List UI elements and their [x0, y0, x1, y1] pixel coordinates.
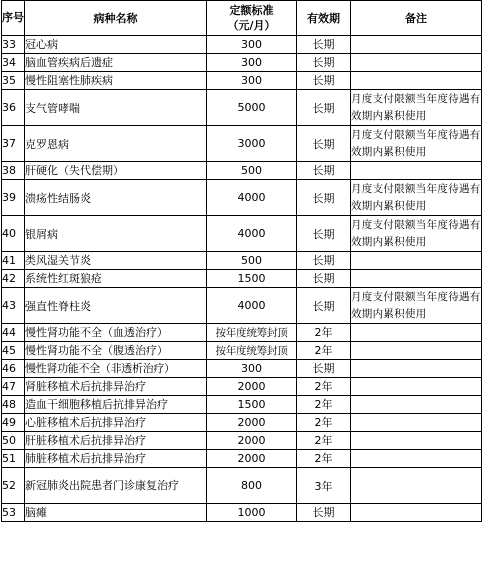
- table-row: [2, 36, 482, 54]
- table-row: [2, 468, 482, 504]
- row-valid: 3年: [297, 468, 351, 504]
- row-note: [351, 54, 482, 72]
- row-disease-name: 慢性肾功能不全（血透治疗）: [25, 324, 207, 342]
- table-row: [2, 396, 482, 414]
- row-amount: 300: [207, 36, 297, 54]
- row-no: 46: [2, 360, 25, 378]
- table-row: [2, 432, 482, 450]
- row-disease-name: 造血干细胞移植后抗排异治疗: [25, 396, 207, 414]
- row-valid: 2年: [297, 450, 351, 468]
- table-row: [2, 324, 482, 342]
- row-note: [351, 504, 482, 522]
- row-no: 38: [2, 162, 25, 180]
- row-amount: 4000: [207, 180, 297, 216]
- table-header-row: [2, 1, 482, 36]
- row-disease-name: 强直性脊柱炎: [25, 288, 207, 324]
- row-amount: 300: [207, 72, 297, 90]
- row-disease-name: 肝硬化（失代偿期）: [25, 162, 207, 180]
- row-note: [351, 162, 482, 180]
- row-amount: 1500: [207, 396, 297, 414]
- header-valid: 有效期: [297, 1, 351, 36]
- row-note: [351, 270, 482, 288]
- row-disease-name: 肺脏移植术后抗排异治疗: [25, 450, 207, 468]
- row-disease-name: 系统性红斑狼疮: [25, 270, 207, 288]
- table-row: [2, 216, 482, 252]
- row-no: 36: [2, 90, 25, 126]
- row-disease-name: 溃疡性结肠炎: [25, 180, 207, 216]
- row-valid: 长期: [297, 270, 351, 288]
- row-note: [351, 468, 482, 504]
- row-note: [351, 324, 482, 342]
- table-row: [2, 342, 482, 360]
- row-no: 45: [2, 342, 25, 360]
- row-no: 49: [2, 414, 25, 432]
- quota-document: [1, 0, 482, 522]
- row-disease-name: 克罗恩病: [25, 126, 207, 162]
- row-amount: 3000: [207, 126, 297, 162]
- row-valid: 长期: [297, 54, 351, 72]
- row-note: [351, 378, 482, 396]
- row-no: 51: [2, 450, 25, 468]
- row-disease-name: 新冠肺炎出院患者门诊康复治疗: [25, 468, 207, 504]
- table-row: [2, 90, 482, 126]
- table-row: [2, 252, 482, 270]
- row-amount: 5000: [207, 90, 297, 126]
- header-note: 备注: [351, 1, 482, 36]
- row-disease-name: 冠心病: [25, 36, 207, 54]
- row-valid: 长期: [297, 162, 351, 180]
- row-amount: 1500: [207, 270, 297, 288]
- header-no: 序号: [2, 1, 25, 36]
- row-no: 48: [2, 396, 25, 414]
- row-valid: 2年: [297, 342, 351, 360]
- row-note: [351, 36, 482, 54]
- row-valid: 2年: [297, 396, 351, 414]
- row-disease-name: 脑血管疾病后遗症: [25, 54, 207, 72]
- row-disease-name: 慢性阻塞性肺疾病: [25, 72, 207, 90]
- header-name: 病种名称: [25, 1, 207, 36]
- row-valid: 2年: [297, 432, 351, 450]
- row-amount: 2000: [207, 450, 297, 468]
- row-no: 52: [2, 468, 25, 504]
- header-amount-line1: 定额标准: [229, 4, 274, 17]
- row-valid: 长期: [297, 288, 351, 324]
- row-disease-name: 肝脏移植术后抗排异治疗: [25, 432, 207, 450]
- row-note: [351, 72, 482, 90]
- row-no: 42: [2, 270, 25, 288]
- table-row: [2, 360, 482, 378]
- table-row: [2, 450, 482, 468]
- table-row: [2, 126, 482, 162]
- row-note: [351, 342, 482, 360]
- row-note: 月度支付限额当年度待遇有效期内累积使用: [351, 288, 482, 324]
- table-row: [2, 378, 482, 396]
- row-amount: 800: [207, 468, 297, 504]
- row-disease-name: 慢性肾功能不全（非透析治疗）: [25, 360, 207, 378]
- header-amount-line2: （元/月）: [227, 19, 276, 32]
- row-no: 41: [2, 252, 25, 270]
- table-row: [2, 414, 482, 432]
- row-note: [351, 450, 482, 468]
- header-amount: [207, 1, 297, 36]
- row-valid: 长期: [297, 504, 351, 522]
- row-valid: 长期: [297, 36, 351, 54]
- row-no: 35: [2, 72, 25, 90]
- row-no: 34: [2, 54, 25, 72]
- row-no: 53: [2, 504, 25, 522]
- table-row: [2, 270, 482, 288]
- row-valid: 长期: [297, 126, 351, 162]
- row-disease-name: 肾脏移植术后抗排异治疗: [25, 378, 207, 396]
- row-note: [351, 252, 482, 270]
- row-valid: 长期: [297, 216, 351, 252]
- row-amount: 4000: [207, 288, 297, 324]
- row-valid: 长期: [297, 90, 351, 126]
- row-amount: 300: [207, 360, 297, 378]
- row-no: 47: [2, 378, 25, 396]
- row-valid: 长期: [297, 180, 351, 216]
- row-valid: 2年: [297, 324, 351, 342]
- row-note: 月度支付限额当年度待遇有效期内累积使用: [351, 180, 482, 216]
- row-note: 月度支付限额当年度待遇有效期内累积使用: [351, 90, 482, 126]
- row-no: 39: [2, 180, 25, 216]
- row-note: 月度支付限额当年度待遇有效期内累积使用: [351, 126, 482, 162]
- row-amount: 按年度统筹封顶: [207, 324, 297, 342]
- row-amount: 4000: [207, 216, 297, 252]
- row-amount: 500: [207, 162, 297, 180]
- row-disease-name: 支气管哮喘: [25, 90, 207, 126]
- row-disease-name: 类风湿关节炎: [25, 252, 207, 270]
- row-amount: 500: [207, 252, 297, 270]
- row-disease-name: 慢性肾功能不全（腹透治疗）: [25, 342, 207, 360]
- row-note: [351, 414, 482, 432]
- row-no: 40: [2, 216, 25, 252]
- table-row: [2, 72, 482, 90]
- row-amount: 300: [207, 54, 297, 72]
- row-valid: 长期: [297, 360, 351, 378]
- row-valid: 2年: [297, 414, 351, 432]
- row-amount: 按年度统筹封顶: [207, 342, 297, 360]
- row-valid: 2年: [297, 378, 351, 396]
- row-no: 50: [2, 432, 25, 450]
- row-amount: 2000: [207, 432, 297, 450]
- row-note: [351, 396, 482, 414]
- row-valid: 长期: [297, 72, 351, 90]
- row-amount: 1000: [207, 504, 297, 522]
- row-amount: 2000: [207, 414, 297, 432]
- row-note: [351, 360, 482, 378]
- row-disease-name: 脑瘫: [25, 504, 207, 522]
- table-row: [2, 504, 482, 522]
- row-valid: 长期: [297, 252, 351, 270]
- table-row: [2, 180, 482, 216]
- row-amount: 2000: [207, 378, 297, 396]
- row-no: 44: [2, 324, 25, 342]
- row-disease-name: 心脏移植术后抗排异治疗: [25, 414, 207, 432]
- table-row: [2, 288, 482, 324]
- row-no: 33: [2, 36, 25, 54]
- table-row: [2, 162, 482, 180]
- row-no: 43: [2, 288, 25, 324]
- row-disease-name: 银屑病: [25, 216, 207, 252]
- table-row: [2, 54, 482, 72]
- disease-quota-table: [1, 0, 482, 522]
- row-no: 37: [2, 126, 25, 162]
- row-note: 月度支付限额当年度待遇有效期内累积使用: [351, 216, 482, 252]
- row-note: [351, 432, 482, 450]
